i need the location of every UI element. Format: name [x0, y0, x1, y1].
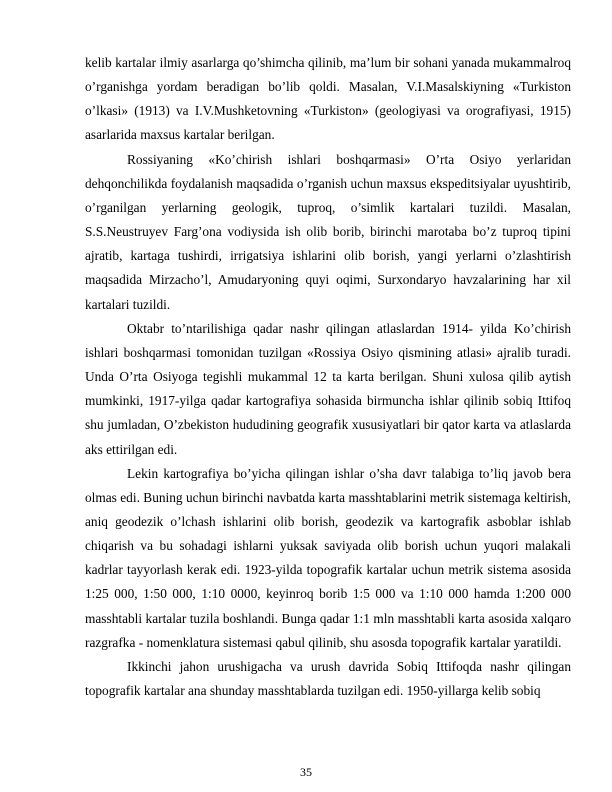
paragraph-1: kelib kartalar ilmiy asarlarga qo’shimcha qilinib, ma’lum bir sohani yanada mukammalroq o’rganishga yordam beradigan bo’lib qoldi. Masalan, V.I.Masalskiyning «Turkiston o’lkasi» (1913) va I.V.Mushketovning «Turkiston» (geologiyasi va orografiyasi, 1915) asarlarida maxsus kartalar berilgan.: [85, 55, 571, 143]
paragraph-3: Oktabr to’ntarilishiga qadar nashr qilingan atlaslardan 1914- yilda Ko’chirish ishlari boshqarmasi tomonidan tuzilgan «Rossiya Osiyo qismining atlasi» ajralib turadi. Unda O’rta Osiyoga tegishli mukammal 12 ta karta berilgan. Shuni xulosa qilib aytish mumkinki, 1917-yilga qadar kartografiya sohasida birmuncha ishlar qilinib sobiq Ittifoq shu jumladan, O’zbekiston hududining geografik xususiyatlari bir qator karta va atlaslarda aks ettirilgan edi.: [85, 320, 571, 457]
paragraph-2: Rossiyaning «Ko’chirish ishlari boshqarmasi» O’rta Osiyo yerlaridan dehqonchilikda foydalanish maqsadida o’rganish uchun maxsus ekspeditsiyalar uyushtirib, o’rganilgan yerlarning geologik, tuproq, o’simlik kartalari tuzildi. Masalan, S.S.Neustruyev Farg’ona vodiysida ish olib borib, birinchi marotaba bo’z tuproq tipini ajratib, kartaga tushirdi, irrigatsiya ishlarini olib borish, yangi yerlarni o’zlashtirish maqsadida Mirzacho’l, Amudaryoning quyi oqimi, Surxondaryo havzalarining har xil kartalari tuzildi.: [85, 151, 571, 312]
page-number: 35: [300, 765, 312, 779]
body-text: [85, 51, 571, 703]
paragraph-5: Ikkinchi jahon urushigacha va urush davrida Sobiq Ittifoqda nashr qilingan topografik kartalar ana shunday masshtablarda tuzilgan edi. 1950-yillarga kelib sobiq: [85, 658, 571, 699]
paragraph-4: Lekin kartografiya bo’yicha qilingan ishlar o’sha davr talabiga to’liq javob bera olmas edi. Buning uchun birinchi navbatda karta masshtablarini metrik sistemaga keltirish, aniq geodezik o’lchash ishlarini olib borish, geodezik va kartografik asboblar ishlab chiqarish va bu sohadagi ishlarni yuksak saviyada olib borish uchun yuqori malakali kadrlar tayyorlash kerak edi. 1923-yilda topografik kartalar uchun metrik sistema asosida 1:25 000, 1:50 000, 1:10 0000, keyinroq borib 1:5 000 va 1:10 000 hamda 1:200 000 masshtabli kartalar tuzila boshlandi. Bunga qadar 1:1 mln masshtabli karta asosida xalqaro razgrafka - nomenklatura sistemasi qabul qilinib, shu asosda topografik kartalar yaratildi.: [85, 465, 571, 650]
